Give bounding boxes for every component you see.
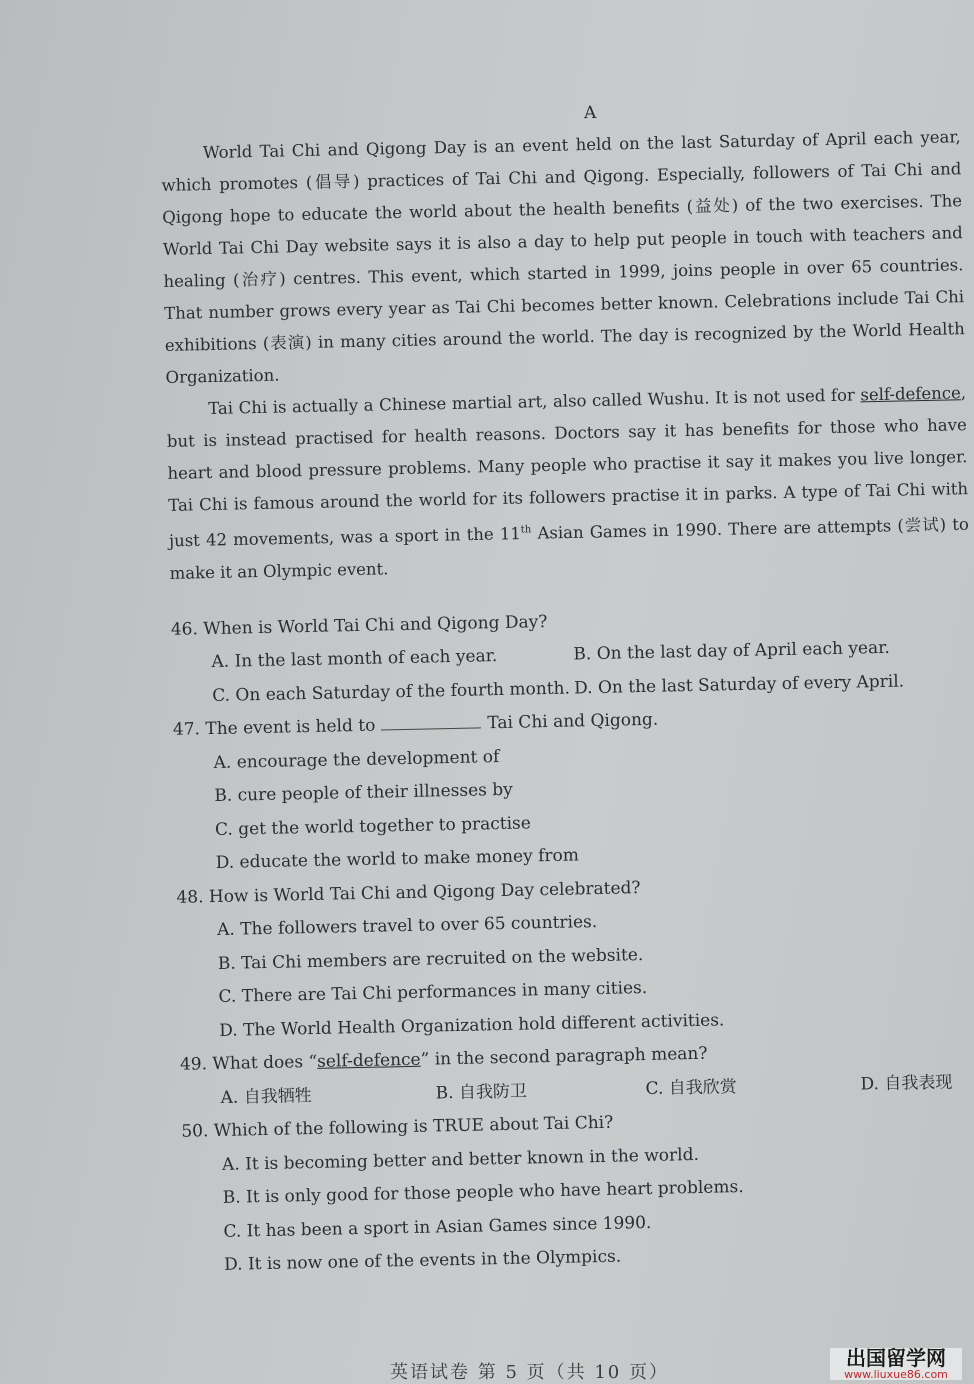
option-b: B. On the last day of April each year. xyxy=(573,637,891,665)
passage-paragraph-1: World Tai Chi and Qigong Day is an event held on the last Saturday of April each year, which promotes (倡导) practices of Tai Chi and Qigong. Especially, followers of Tai Chi and Qigong hope to educate the world about the health benefits (益处) of the two exercises. The World Tai Chi Day website says it is also a day to help put people in touch with teachers and healing (治疗) centres. This event, which started in 1999, joins people in over 65 countries. That number grows every year as Tai Chi becomes better known. Celebrations include Tai Chi exhibitions (表演) in many cities around the world. The day is recognized by the World Health Organization. xyxy=(161,127,965,387)
option-d: D. educate the world to make money from xyxy=(215,845,580,873)
p2-text-start: Tai Chi is actually a Chinese martial art, also called Wushu. It is not used for xyxy=(208,385,861,419)
p2-text-middle: , but is instead practised for health reasons. Doctors say it has benefits for those who have heart and blood pressure problems. Many people who practise it say it makes you live longer. Tai Chi is famous around the world for its followers practise it in parks. A type of Tai Chi with just 42 movements, was a sport in the 11 xyxy=(166,383,969,551)
option-list xyxy=(177,898,974,1049)
section-heading: A xyxy=(583,102,597,124)
question-list xyxy=(171,597,974,1284)
question-48 xyxy=(176,865,974,1049)
site-watermark xyxy=(830,1348,962,1380)
option-b: B. cure people of their illnesses by xyxy=(214,779,513,807)
answer-blank xyxy=(381,727,481,730)
underlined-term: self-defence xyxy=(316,1049,421,1072)
question-47 xyxy=(173,697,974,881)
option-d: D. The World Health Organization hold different activities. xyxy=(219,1009,725,1041)
stem-end: ” in the second paragraph mean? xyxy=(420,1043,708,1070)
option-d: D. It is now one of the events in the Olympics. xyxy=(223,1246,622,1275)
exam-content xyxy=(160,95,974,1283)
page-footer: 英语试卷 第 5 页（共 10 页） xyxy=(390,1362,669,1383)
option-list xyxy=(173,731,974,882)
option-d: D. On the last Saturday of every April. xyxy=(573,671,905,698)
option-c: C. On each Saturday of the fourth month. xyxy=(212,678,571,706)
option-a: A. The followers travel to over 65 countries. xyxy=(216,912,598,940)
stem-end: Tai Chi and Qigong. xyxy=(487,709,659,734)
option-b: B. 自我防卫 xyxy=(435,1081,528,1103)
question-stem: 50. Which of the following is TRUE about Tai Chi? xyxy=(181,1112,614,1142)
question-stem: 48. How is World Tai Chi and Qigong Day celebrated? xyxy=(176,877,641,908)
option-b: B. It is only good for those people who have heart problems. xyxy=(222,1177,744,1208)
question-stem: 46. When is World Tai Chi and Qigong Day? xyxy=(170,611,548,640)
watermark-url: www.liuxue86.com xyxy=(844,1368,948,1381)
stem-start: 47. The event is held to xyxy=(172,715,376,740)
stem-start: 49. What does “ xyxy=(179,1051,318,1075)
option-c: C. It has been a sport in Asian Games since 1990. xyxy=(223,1212,652,1242)
p2-text-end: Asian Games in 1990. There are attempts (尝试) to make it an Olympic event. xyxy=(169,514,970,583)
option-c: C. get the world together to practise xyxy=(214,812,532,840)
option-list xyxy=(182,1133,974,1284)
option-a: A. In the last month of each year. xyxy=(211,646,498,673)
ordinal-suffix: th xyxy=(520,524,532,536)
option-a: A. encourage the development of xyxy=(213,746,500,773)
option-a: A. It is becoming better and better known in the world. xyxy=(221,1144,700,1175)
watermark-title: 出国留学网 xyxy=(846,1346,946,1370)
option-c: C. 自我欣赏 xyxy=(645,1076,737,1099)
option-b: B. Tai Chi members are recruited on the website. xyxy=(217,944,644,974)
option-a: A. 自我牺牲 xyxy=(220,1085,312,1108)
question-50 xyxy=(181,1099,974,1283)
option-d: D. 自我表现 xyxy=(860,1072,953,1095)
option-c: C. There are Tai Chi performances in many cities. xyxy=(218,977,648,1007)
passage-paragraph-2 xyxy=(166,377,970,589)
underlined-term: self-defence xyxy=(860,383,962,405)
question-46 xyxy=(171,597,973,714)
